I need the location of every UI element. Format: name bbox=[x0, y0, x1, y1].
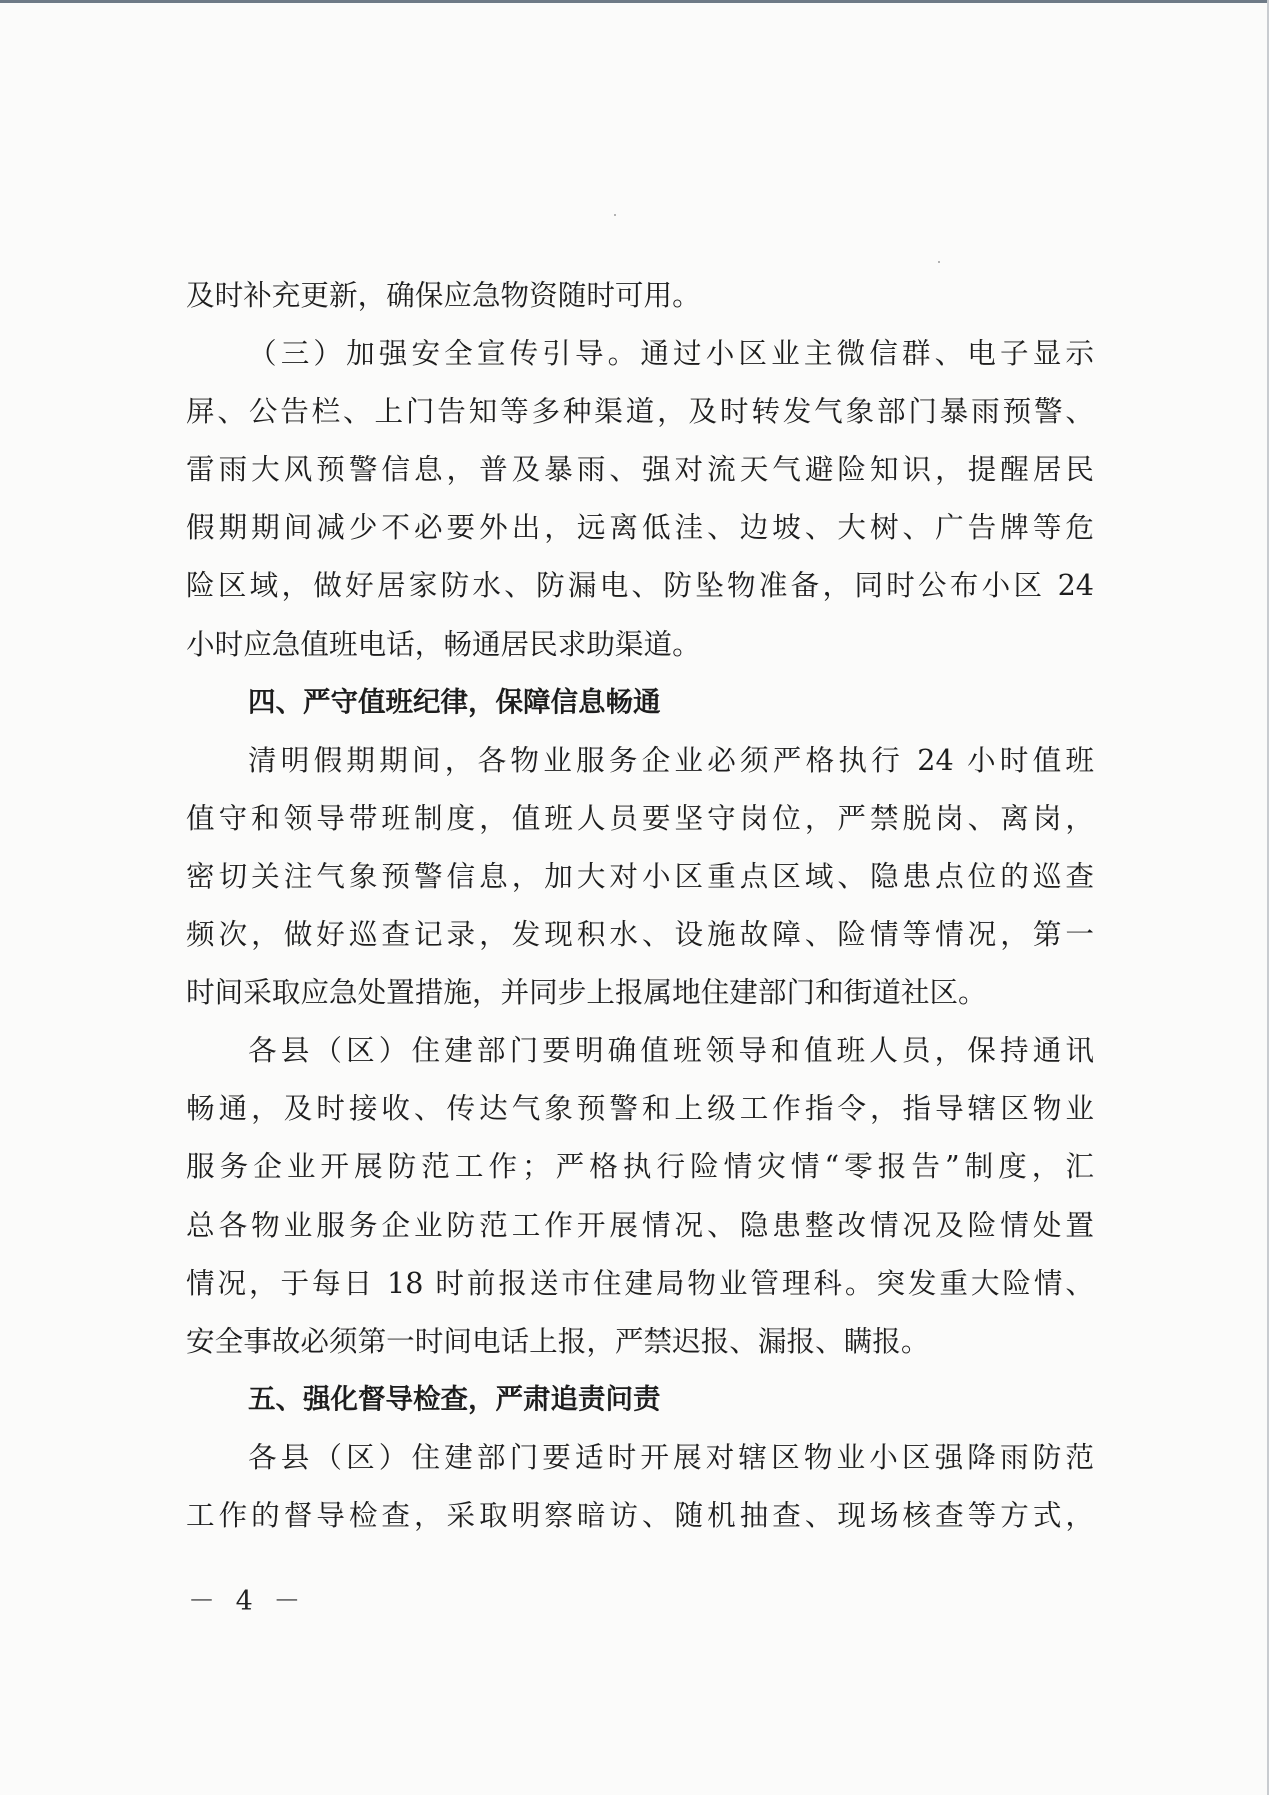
text-line: 情况，于每日 18 时前报送市住建局物业管理科。突发重大险情、 bbox=[186, 1265, 1094, 1300]
paragraph-first-line: （三）加强安全宣传引导。通过小区业主微信群、电子显示 bbox=[248, 336, 1094, 371]
scan-top-edge bbox=[0, 0, 1269, 3]
section-heading-5: 五、强化督导检查，严肃追责问责 bbox=[248, 1382, 661, 1415]
paragraph-first-line: 清明假期期间，各物业服务企业必须严格执行 24 小时值班 bbox=[248, 742, 1094, 777]
text-line: 密切关注气象预警信息，加大对小区重点区域、隐患点位的巡查 bbox=[186, 858, 1094, 893]
text-line: 畅通，及时接收、传达气象预警和上级工作指令，指导辖区物业 bbox=[186, 1091, 1094, 1126]
text-line: 雷雨大风预警信息，普及暴雨、强对流天气避险知识，提醒居民 bbox=[186, 452, 1094, 487]
text-line: 时间采取应急处置措施，并同步上报属地住建部门和街道社区。 bbox=[186, 975, 987, 1010]
page-number: － 4 － bbox=[188, 1586, 307, 1617]
paragraph-first-line: 各县（区）住建部门要适时开展对辖区物业小区强降雨防范 bbox=[248, 1439, 1094, 1474]
text-line: 工作的督导检查，采取明察暗访、随机抽查、现场核查等方式， bbox=[186, 1497, 1094, 1532]
text-line: 服务企业开展防范工作；严格执行险情灾情“零报告”制度，汇 bbox=[186, 1149, 1094, 1184]
text-line: 险区域，做好居家防水、防漏电、防坠物准备，同时公布小区 24 bbox=[186, 568, 1094, 603]
text-line: 总各物业服务企业防范工作开展情况、隐患整改情况及险情处置 bbox=[186, 1207, 1094, 1242]
text-line: 频次，做好巡查记录，发现积水、设施故障、险情等情况，第一 bbox=[186, 917, 1094, 952]
text-line: 值守和领导带班制度，值班人员要坚守岗位，严禁脱岗、离岗， bbox=[186, 800, 1094, 835]
text-line: 安全事故必须第一时间电话上报，严禁迟报、漏报、瞒报。 bbox=[186, 1323, 930, 1358]
document-body bbox=[186, 266, 1094, 1544]
scan-speck bbox=[614, 214, 616, 216]
text-line: 及时补充更新，确保应急物资随时可用。 bbox=[186, 278, 701, 312]
section-heading-4: 四、严守值班纪律，保障信息畅通 bbox=[248, 685, 661, 718]
scan-speck bbox=[938, 261, 940, 263]
text-line: 屏、公告栏、上门告知等多种渠道，及时转发气象部门暴雨预警、 bbox=[186, 394, 1094, 429]
text-line: 假期期间减少不必要外出，远离低洼、边坡、大树、广告牌等危 bbox=[186, 510, 1094, 545]
text-line: 小时应急值班电话，畅通居民求助渠道。 bbox=[186, 626, 701, 661]
paragraph-first-line: 各县（区）住建部门要明确值班领导和值班人员，保持通讯 bbox=[248, 1033, 1094, 1068]
